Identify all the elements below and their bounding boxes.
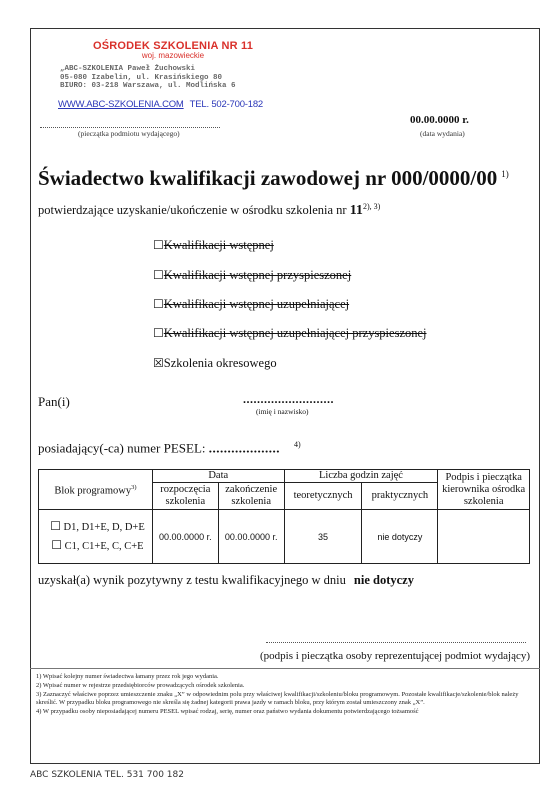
option-supplementary-accelerated-qualification	[153, 326, 427, 341]
signature-caption: (podpis i pieczątka osoby reprezentującej podmiot wydający)	[260, 650, 531, 662]
option-supplementary-qualification	[153, 297, 349, 312]
footnote: 2) Wpisać numer w rejestrze przedsiębiorców prowadzących ośrodek szkolenia.	[36, 682, 245, 689]
footnote: 3) Zaznaczyć właściwe poprzez umieszczenie znaku „X” w odpowiednim polu przy właściwej kwalifikacji/szkoleniu/bloku programowym. Pozostałe kwalifikacje/szkolenie/blok należy skreślić. W przypadku bloku programowego nie skreśla się żadnej kategorii prawa jazdy w ramach bloku, przy którym został umieszczony znak „X”.	[36, 691, 519, 706]
footnote: 4) W przypadku osoby nieposiadającej numeru PESEL wpisać rodzaj, serię, numer oraz państwo wydania dokumentu potwierdzającego tożsamość	[36, 708, 419, 715]
practice-hours-header: praktycznych	[362, 483, 438, 510]
stamp-company-line: 05-080 Izabelin, ul. Krasińskiego 80	[60, 73, 223, 82]
confirmation-footnote-ref: 2), 3)	[362, 202, 381, 211]
option-accelerated-qualification	[153, 268, 351, 283]
pesel-field: ...................	[208, 440, 280, 456]
stamp-phone: TEL. 502-700-182	[189, 98, 264, 110]
checkbox-icon: ☐	[50, 519, 61, 533]
training-center-number: 11	[349, 203, 363, 219]
option-label: Kwalifikacji wstępnej przyspieszonej	[163, 268, 352, 282]
pesel-label: posiadający(-ca) numer PESEL:	[38, 440, 206, 456]
option-label: Kwalifikacji wstępnej	[163, 238, 274, 252]
issuer-stamp	[58, 40, 288, 110]
checked-checkbox-icon: ☒	[153, 356, 164, 370]
end-date-header: zakończenie szkolenia	[218, 483, 284, 510]
date-header: Data	[152, 470, 284, 483]
title-footnote-ref: 1)	[501, 169, 509, 179]
stamp-caption: (pieczątka podmiotu wydającego)	[78, 129, 180, 138]
training-table	[38, 469, 530, 564]
end-date-cell: 00.00.0000 r.	[218, 510, 284, 564]
start-date-header: rozpoczęcia szkolenia	[152, 483, 218, 510]
stamp-company-block	[60, 65, 288, 91]
stamp-dotted-line	[40, 127, 220, 128]
hours-header: Liczba godzin zajęć	[284, 470, 438, 483]
footnote-divider	[30, 668, 540, 669]
stamp-region: woj. mazowieckie	[141, 51, 205, 60]
pesel-line	[38, 440, 301, 456]
signature-dotted-line	[266, 642, 526, 643]
option-label: Kwalifikacji wstępnej uzupełniającej	[163, 297, 350, 311]
pesel-footnote-ref: 4)	[294, 440, 301, 449]
signature-cell	[438, 510, 530, 564]
checkbox-icon: ☐	[153, 268, 164, 282]
block-header: Blok programowy$^{3)}$	[39, 470, 153, 510]
footnotes	[36, 673, 530, 717]
test-result-text: uzyskał(a) wynik pozytywny z testu kwalifikacyjnego w dniu	[38, 573, 346, 587]
checkbox-icon: ☐	[153, 238, 164, 252]
holder-label: Pan(i)	[38, 394, 70, 409]
checkbox-icon: ☐	[51, 538, 63, 552]
theory-hours-cell: 35	[284, 510, 362, 564]
checkbox-icon: ☐	[153, 297, 164, 311]
stamp-company-line: „ABC-SZKOLENIA Paweł Żuchowski	[60, 65, 196, 73]
footnote: 1) Wpisać kolejny numer świadectwa łamany przez rok jego wydania.	[36, 673, 219, 680]
test-result-line	[38, 573, 414, 588]
holder-name-field: ..........................	[243, 392, 334, 406]
option-periodic-training	[153, 356, 277, 371]
page-footer: ABC SZKOLENIA TEL. 531 700 182	[30, 770, 184, 780]
issue-date: 00.00.0000 r.	[410, 114, 469, 126]
block-option-d: ☐ D1, D1+E, D, D+E	[50, 519, 145, 533]
certificate-title	[38, 166, 509, 191]
option-initial-qualification	[153, 238, 274, 253]
stamp-center-name: OŚRODEK SZKOLENIA NR 11	[92, 40, 254, 52]
confirmation-line	[38, 202, 380, 219]
start-date-cell: 00.00.0000 r.	[152, 510, 218, 564]
test-result-value: nie dotyczy	[353, 573, 414, 587]
theory-hours-header: teoretycznych	[284, 483, 362, 510]
signature-header: Podpis i pieczątka kierownika ośrodka szkolenia	[438, 470, 530, 510]
option-label: Kwalifikacji wstępnej uzupełniającej przyspieszonej	[163, 326, 427, 340]
confirmation-text: potwierdzające uzyskanie/ukończenie w ośrodku szkolenia nr	[38, 203, 347, 218]
checkbox-icon: ☐	[153, 326, 164, 340]
practice-hours-cell: nie dotyczy	[362, 510, 438, 564]
stamp-url: WWW.ABC-SZKOLENIA.COM	[58, 98, 184, 110]
block-option-c: ☐ C1, C1+E, C, C+E	[51, 538, 144, 552]
holder-name-caption: (imię i nazwisko)	[256, 407, 309, 416]
stamp-company-line: BIURO: 03-218 Warszawa, ul. Modlińska 6	[60, 82, 236, 90]
stamp-contact	[58, 99, 288, 110]
issue-date-caption: (data wydania)	[420, 129, 465, 138]
block-options-cell	[39, 510, 153, 564]
title-text: Świadectwo kwalifikacji zawodowej nr 000/0000/00	[38, 166, 498, 190]
table-row	[39, 510, 530, 564]
option-label: Szkolenia okresowego	[163, 356, 277, 370]
